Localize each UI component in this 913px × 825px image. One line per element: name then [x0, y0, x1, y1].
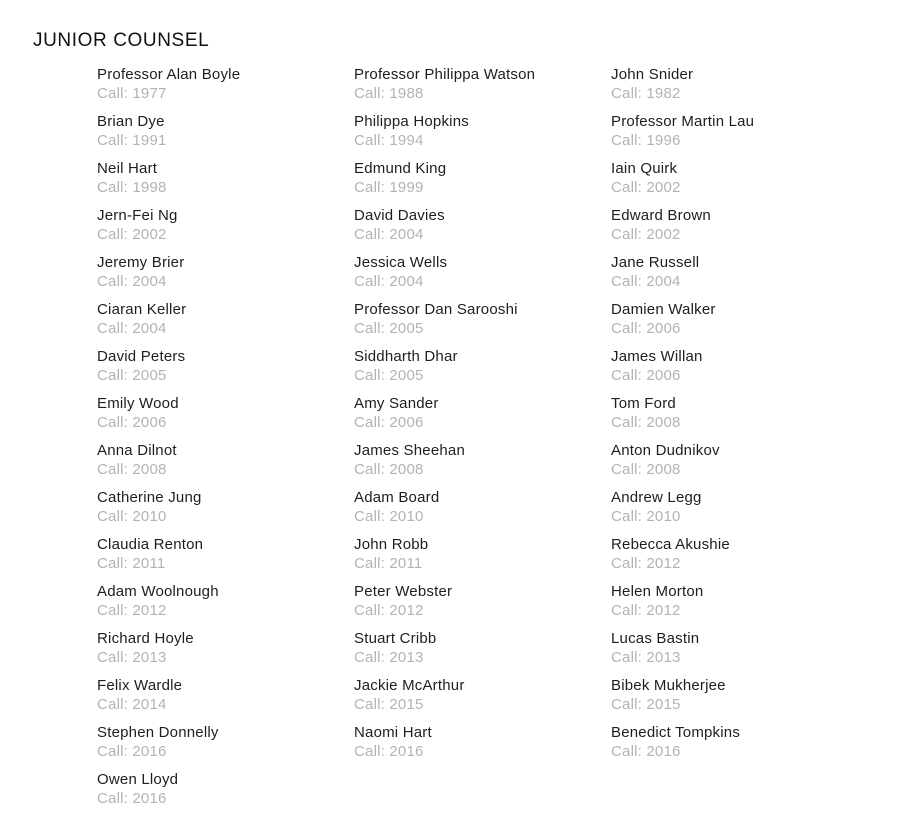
member-name-link[interactable]: David Davies	[354, 207, 445, 224]
member-name-link[interactable]: Jeremy Brier	[97, 254, 185, 271]
member-call-year: Call: 2010	[354, 508, 424, 525]
member-entry	[611, 629, 868, 676]
member-entry	[97, 394, 354, 441]
member-entry	[611, 159, 868, 206]
member-name-link[interactable]: Owen Lloyd	[97, 771, 179, 788]
member-entry	[354, 300, 611, 347]
member-call-year: Call: 2004	[97, 273, 167, 290]
member-name-link[interactable]: Professor Philippa Watson	[354, 66, 536, 83]
member-entry	[97, 770, 354, 817]
member-call-year: Call: 1977	[97, 85, 167, 102]
member-entry	[611, 723, 868, 770]
member-call-year: Call: 2016	[97, 790, 167, 807]
member-name-link[interactable]: Brian Dye	[97, 113, 165, 130]
member-entry	[611, 582, 868, 629]
member-name-link[interactable]: Lucas Bastin	[611, 630, 700, 647]
member-call-year: Call: 2014	[97, 696, 167, 713]
member-entry	[97, 676, 354, 723]
member-name-link[interactable]: John Snider	[611, 66, 694, 83]
member-name-link[interactable]: Philippa Hopkins	[354, 113, 469, 130]
member-entry	[354, 582, 611, 629]
member-call-year: Call: 2015	[354, 696, 424, 713]
member-call-year: Call: 1994	[354, 132, 424, 149]
member-name-link[interactable]: Rebecca Akushie	[611, 536, 730, 553]
member-call-year: Call: 2016	[611, 743, 681, 760]
member-name-link[interactable]: Stuart Cribb	[354, 630, 437, 647]
member-call-year: Call: 2013	[611, 649, 681, 666]
member-call-year: Call: 2005	[97, 367, 167, 384]
member-entry	[611, 676, 868, 723]
member-call-year: Call: 2006	[97, 414, 167, 431]
member-name-link[interactable]: Jern-Fei Ng	[97, 207, 178, 224]
member-entry	[97, 629, 354, 676]
member-call-year: Call: 2002	[611, 179, 681, 196]
member-name-link[interactable]: Jackie McArthur	[354, 677, 465, 694]
member-entry	[611, 441, 868, 488]
member-call-year: Call: 2004	[354, 273, 424, 290]
member-name-link[interactable]: Edmund King	[354, 160, 447, 177]
member-entry	[97, 206, 354, 253]
member-call-year: Call: 2016	[354, 743, 424, 760]
member-call-year: Call: 2015	[611, 696, 681, 713]
member-call-year: Call: 2005	[354, 320, 424, 337]
member-name-link[interactable]: Emily Wood	[97, 395, 179, 412]
member-entry	[97, 488, 354, 535]
member-entry	[354, 206, 611, 253]
member-entry	[611, 535, 868, 582]
member-name-link[interactable]: Bibek Mukherjee	[611, 677, 726, 694]
member-call-year: Call: 2006	[611, 320, 681, 337]
member-entry	[354, 535, 611, 582]
member-name-link[interactable]: Siddharth Dhar	[354, 348, 458, 365]
member-call-year: Call: 2013	[97, 649, 167, 666]
member-name-link[interactable]: Claudia Renton	[97, 536, 204, 553]
member-name-link[interactable]: James Willan	[611, 348, 703, 365]
member-name-link[interactable]: Peter Webster	[354, 583, 453, 600]
member-call-year: Call: 2006	[354, 414, 424, 431]
member-name-link[interactable]: Edward Brown	[611, 207, 711, 224]
member-name-link[interactable]: Helen Morton	[611, 583, 704, 600]
member-entry	[611, 394, 868, 441]
member-name-link[interactable]: Ciaran Keller	[97, 301, 187, 318]
member-entry	[611, 488, 868, 535]
member-entry	[354, 441, 611, 488]
member-name-link[interactable]: John Robb	[354, 536, 429, 553]
member-call-year: Call: 2010	[97, 508, 167, 525]
member-call-year: Call: 2012	[354, 602, 424, 619]
member-name-link[interactable]: Anna Dilnot	[97, 442, 177, 459]
member-call-year: Call: 2004	[611, 273, 681, 290]
member-call-year: Call: 2012	[611, 602, 681, 619]
member-name-link[interactable]: Jane Russell	[611, 254, 700, 271]
member-name-link[interactable]: Amy Sander	[354, 395, 439, 412]
member-name-link[interactable]: Iain Quirk	[611, 160, 678, 177]
member-entry	[354, 112, 611, 159]
member-entry	[97, 112, 354, 159]
member-name-link[interactable]: Richard Hoyle	[97, 630, 194, 647]
member-name-link[interactable]: Adam Board	[354, 489, 440, 506]
member-entry	[354, 394, 611, 441]
member-entry	[611, 300, 868, 347]
member-call-year: Call: 2012	[611, 555, 681, 572]
member-name-link[interactable]: Damien Walker	[611, 301, 716, 318]
member-call-year: Call: 2004	[97, 320, 167, 337]
member-call-year: Call: 2002	[611, 226, 681, 243]
member-entry	[611, 65, 868, 112]
members-grid	[97, 65, 887, 817]
member-entry	[611, 347, 868, 394]
member-call-year: Call: 2013	[354, 649, 424, 666]
member-name-link[interactable]: Professor Alan Boyle	[97, 66, 241, 83]
member-entry	[97, 723, 354, 770]
member-call-year: Call: 2012	[97, 602, 167, 619]
member-call-year: Call: 2008	[611, 461, 681, 478]
member-call-year: Call: 1998	[97, 179, 167, 196]
member-call-year: Call: 1988	[354, 85, 424, 102]
member-call-year: Call: 2004	[354, 226, 424, 243]
member-name-link[interactable]: Jessica Wells	[354, 254, 448, 271]
member-entry	[354, 676, 611, 723]
member-name-link[interactable]: Neil Hart	[97, 160, 158, 177]
member-call-year: Call: 2016	[97, 743, 167, 760]
member-entry	[97, 159, 354, 206]
member-entry	[611, 206, 868, 253]
member-call-year: Call: 2002	[97, 226, 167, 243]
member-call-year: Call: 1996	[611, 132, 681, 149]
member-call-year: Call: 2006	[611, 367, 681, 384]
member-name-link[interactable]: Catherine Jung	[97, 489, 202, 506]
member-name-link[interactable]: Anton Dudnikov	[611, 442, 720, 459]
member-entry	[354, 629, 611, 676]
member-entry	[354, 159, 611, 206]
member-entry	[354, 723, 611, 770]
member-entry	[97, 347, 354, 394]
member-name-link[interactable]: David Peters	[97, 348, 186, 365]
member-entry	[97, 253, 354, 300]
member-entry	[354, 488, 611, 535]
member-name-link[interactable]: Professor Martin Lau	[611, 113, 755, 130]
member-call-year: Call: 1999	[354, 179, 424, 196]
member-name-link[interactable]: Adam Woolnough	[97, 583, 219, 600]
member-name-link[interactable]: James Sheehan	[354, 442, 466, 459]
member-entry	[354, 65, 611, 112]
member-call-year: Call: 1991	[97, 132, 167, 149]
member-call-year: Call: 2011	[97, 555, 166, 572]
member-name-link[interactable]: Professor Dan Sarooshi	[354, 301, 518, 318]
member-entry	[354, 253, 611, 300]
member-name-link[interactable]: Benedict Tompkins	[611, 724, 741, 741]
member-call-year: Call: 2010	[611, 508, 681, 525]
member-name-link[interactable]: Stephen Donnelly	[97, 724, 219, 741]
member-call-year: Call: 2008	[611, 414, 681, 431]
member-entry	[354, 347, 611, 394]
member-name-link[interactable]: Tom Ford	[611, 395, 676, 412]
member-call-year: Call: 2011	[354, 555, 423, 572]
member-name-link[interactable]: Naomi Hart	[354, 724, 432, 741]
member-entry	[611, 112, 868, 159]
member-entry	[611, 253, 868, 300]
member-call-year: Call: 2008	[97, 461, 167, 478]
member-call-year: Call: 2005	[354, 367, 424, 384]
section-title: JUNIOR COUNSEL	[33, 30, 210, 51]
member-entry	[97, 582, 354, 629]
member-name-link[interactable]: Felix Wardle	[97, 677, 183, 694]
member-entry	[97, 535, 354, 582]
member-call-year: Call: 2008	[354, 461, 424, 478]
member-name-link[interactable]: Andrew Legg	[611, 489, 702, 506]
member-entry	[97, 441, 354, 488]
member-call-year: Call: 1982	[611, 85, 681, 102]
member-entry	[97, 65, 354, 112]
member-entry	[97, 300, 354, 347]
